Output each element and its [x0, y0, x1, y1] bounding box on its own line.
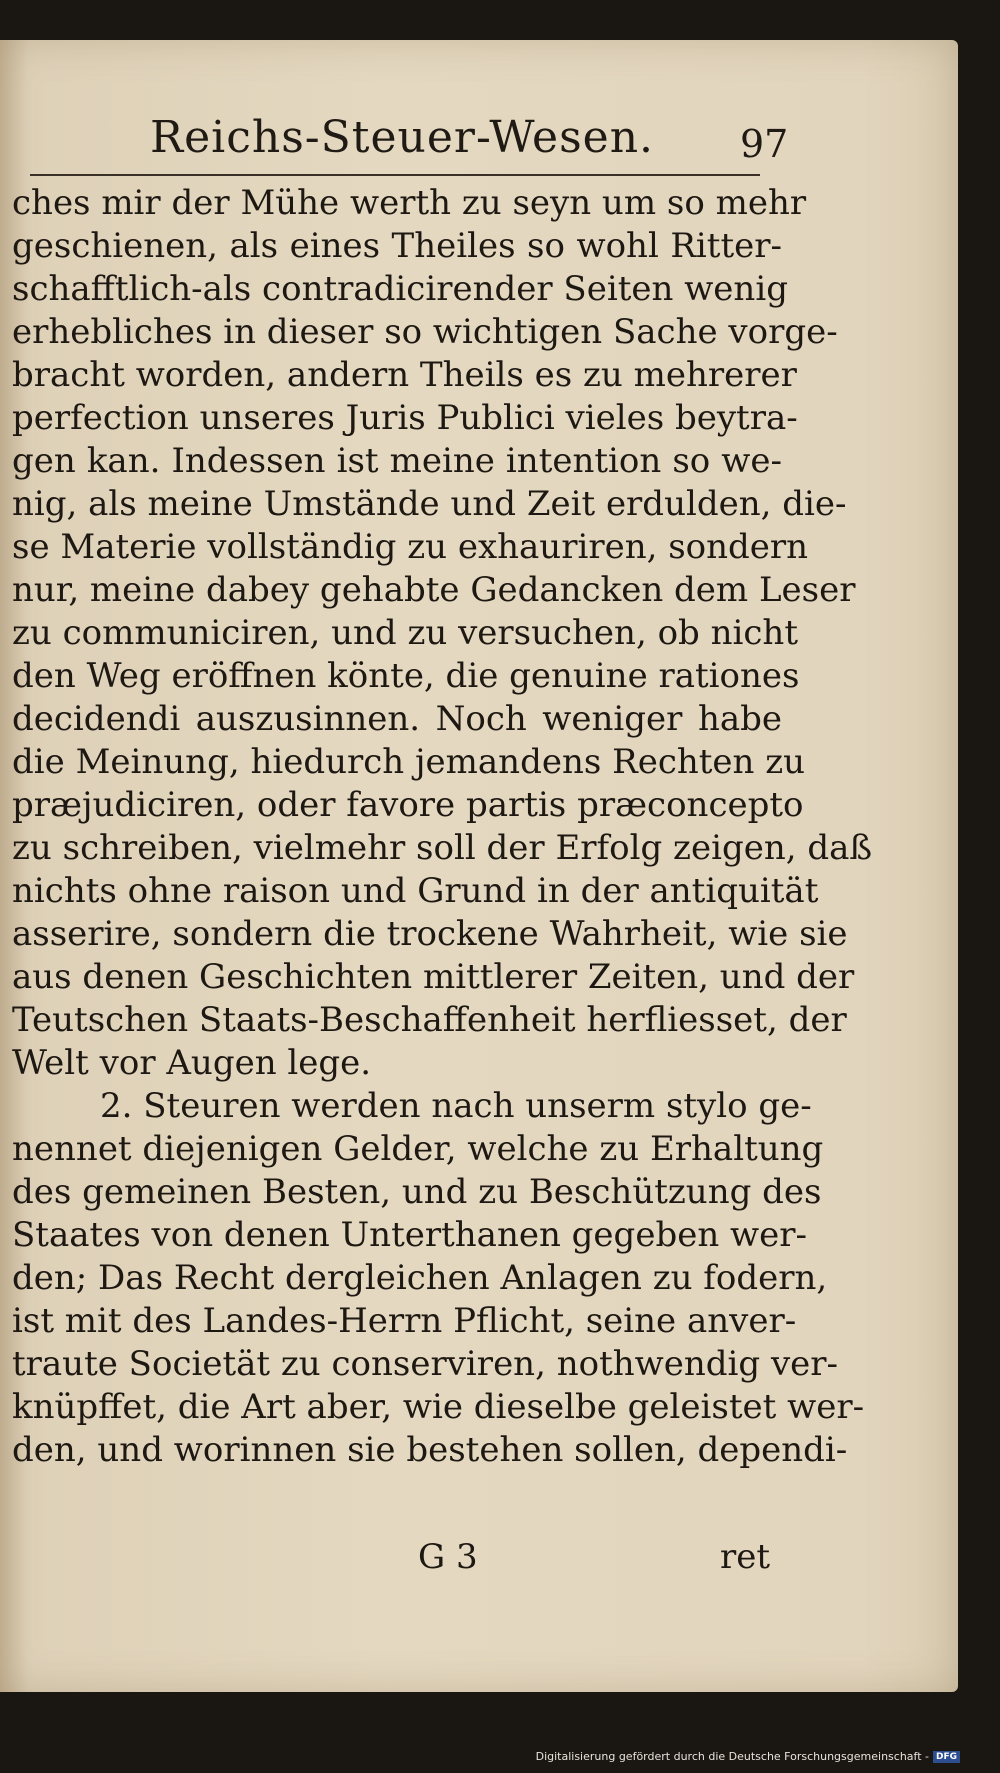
text-line: nig, als meine Umstände und Zeit erdulden, die- [12, 484, 847, 524]
text-line: schafftlich-als contradicirender Seiten wenig [12, 269, 788, 309]
credit-text: Digitalisierung gefördert durch die Deutsche Forschungsgemeinschaft - [535, 1750, 929, 1763]
text-line: Teutschen Staats-Beschaffenheit herfliesset, der [12, 1000, 847, 1040]
text-line: Staates von denen Unterthanen gegeben wer- [12, 1215, 807, 1255]
text-line: 2. Steuren werden nach unserm stylo ge- [100, 1086, 812, 1126]
text-line: knüpffet, die Art aber, wie dieselbe geleistet wer- [12, 1387, 865, 1427]
text-line: erhebliches in dieser so wichtigen Sache vorge- [12, 312, 838, 352]
text-line: nennet diejenigen Gelder, welche zu Erhaltung [12, 1129, 824, 1169]
text-line: den; Das Recht dergleichen Anlagen zu fodern, [12, 1258, 828, 1298]
text-line: den Weg eröffnen könte, die genuine rationes [12, 656, 800, 696]
running-title: Reichs-Steuer-Wesen. [150, 112, 655, 163]
catchword: ret [720, 1537, 771, 1577]
text-line: die Meinung, hiedurch jemandens Rechten zu [12, 742, 806, 782]
text-line: decidendi auszusinnen. Noch weniger habe [12, 699, 782, 739]
text-line: bracht worden, andern Theils es zu mehrerer [12, 355, 797, 395]
text-line: perfection unseres Juris Publici vieles beytra- [12, 398, 798, 438]
digitization-credit [536, 1750, 960, 1763]
text-line: nur, meine dabey gehabte Gedancken dem Leser [12, 570, 856, 610]
text-line: den, und worinnen sie bestehen sollen, dependi- [12, 1430, 848, 1470]
header-rule [30, 174, 760, 176]
text-line: traute Societät zu conserviren, nothwendig ver- [12, 1344, 839, 1384]
text-line: geschienen, als eines Theiles so wohl Ritter- [12, 226, 782, 266]
text-line: nichts ohne raison und Grund in der antiquität [12, 871, 819, 911]
body-text [12, 182, 873, 1472]
text-line: zu communiciren, und zu versuchen, ob nicht [12, 613, 798, 653]
text-line: aus denen Geschichten mittlerer Zeiten, und der [12, 957, 855, 997]
text-line: se Materie vollständig zu exhauriren, sondern [12, 527, 809, 567]
signature-mark: G 3 [418, 1537, 478, 1577]
text-line: ist mit des Landes-Herrn Pflicht, seine anver- [12, 1301, 797, 1341]
text-line: zu schreiben, vielmehr soll der Erfolg zeigen, daß [12, 828, 873, 868]
text-line: gen kan. Indessen ist meine intention so we- [12, 441, 782, 481]
text-line: præjudiciren, oder favore partis præconcepto [12, 785, 804, 825]
text-line: Welt vor Augen lege. [12, 1043, 372, 1083]
page-number: 97 [740, 122, 789, 166]
text-line: ches mir der Mühe werth zu seyn um so mehr [12, 183, 807, 223]
text-line: des gemeinen Besten, und zu Beschützung des [12, 1172, 822, 1212]
text-line: asserire, sondern die trockene Wahrheit, wie sie [12, 914, 848, 954]
dfg-logo: DFG [933, 1751, 960, 1763]
